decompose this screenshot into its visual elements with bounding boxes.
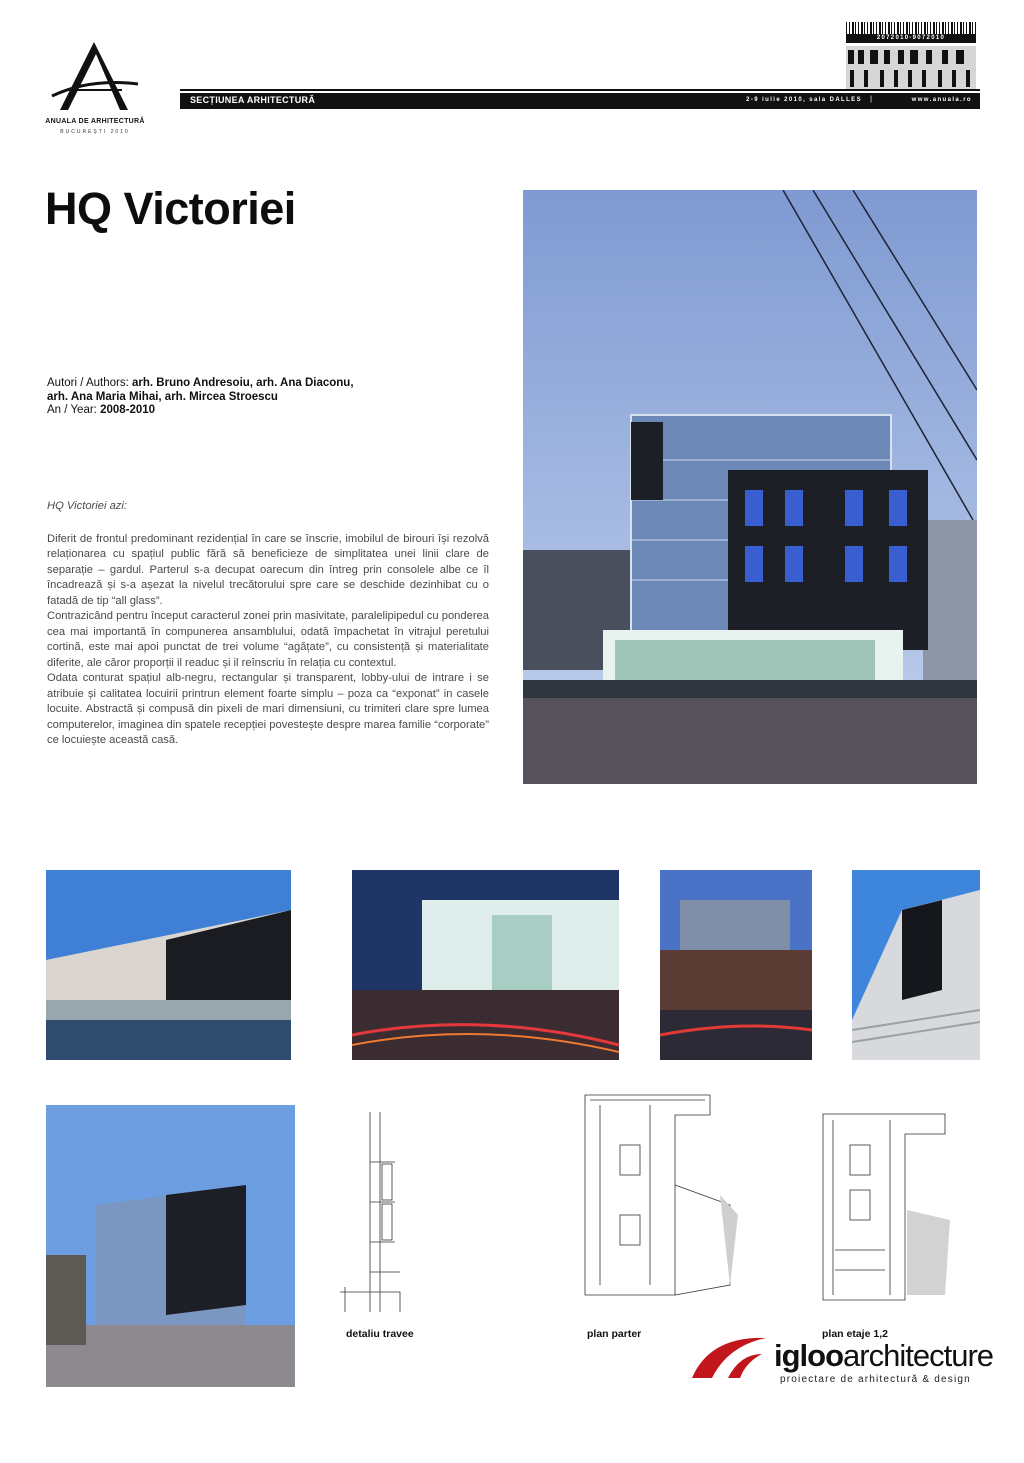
project-title: HQ Victoriei bbox=[45, 183, 296, 234]
project-year: 2008-2010 bbox=[100, 404, 156, 416]
igloo-tagline: proiectare de arhitectură & design bbox=[780, 1374, 971, 1385]
barcode-digits: 2072010-9072010 bbox=[846, 34, 976, 43]
igloo-wordmark bbox=[774, 1338, 993, 1374]
upper-floors-plan bbox=[815, 1110, 955, 1310]
description-paragraph: Contrazicând pentru început caracterul zonei prin masivitate, paralelipipedul cu ponderea cea mai importantă în compunerea ansamblului, odată împachetat în vitrajul peretului cortină, este mai apoi punctat de trei volume “agățate”, cu consistență și materialitate diferite, ale căror proporții il readuc și il reînscriu în relația cu contextul. bbox=[47, 610, 489, 669]
year-label: An / Year: bbox=[47, 404, 101, 416]
anuala-a-icon bbox=[50, 40, 140, 116]
corner-volume-photo bbox=[852, 870, 980, 1060]
igloo-wordmark-bold: igloo bbox=[774, 1338, 844, 1373]
caption-floor-plan: plan etaje 1,2 bbox=[822, 1328, 888, 1340]
header-bar bbox=[180, 93, 980, 109]
header-separator: | bbox=[870, 96, 872, 103]
anuala-logo bbox=[40, 40, 150, 150]
barcode-bars bbox=[846, 46, 976, 89]
igloo-dome-icon bbox=[688, 1332, 772, 1382]
header-rule bbox=[180, 89, 980, 91]
project-credits bbox=[47, 377, 354, 418]
logo-city: BUCUREȘTI 2010 bbox=[60, 129, 130, 135]
authors-label: Autori / Authors: bbox=[47, 377, 133, 389]
event-label: 2-9 iulie 2010, sala DALLES bbox=[746, 97, 862, 103]
igloo-architecture-logo bbox=[688, 1330, 994, 1400]
authors-line-1: arh. Bruno Andresoiu, arh. Ana Diaconu, bbox=[132, 377, 354, 389]
description-heading: HQ Victoriei azi: bbox=[47, 500, 127, 512]
section-label: SECȚIUNEA ARHITECTURĂ bbox=[190, 95, 316, 105]
caption-ground-plan: plan parter bbox=[587, 1328, 642, 1340]
caption-detail: detaliu travee bbox=[346, 1328, 414, 1340]
street-context-photo bbox=[660, 870, 812, 1060]
description-paragraph: Diferit de frontul predominant rezidențial în care se înscrie, imobilul de birouri își rezolvă relaționarea cu spațiul public fără să beneficieze de simplitatea unei linii clare de separație – gardul. Parterul s-a decupat oarecum din întreg prin consolele albe ce îl încadrează și s-a așezat la nivelul trecătorului spre care se deschide dezinhibat cu o fatadă de tip “all glass”. bbox=[47, 532, 489, 607]
igloo-wordmark-rest: architecture bbox=[843, 1338, 994, 1373]
section-detail-drawing bbox=[340, 1112, 410, 1312]
logo-name: ANUALA DE ARHITECTURĂ bbox=[45, 118, 145, 125]
ground-floor-plan bbox=[580, 1085, 740, 1315]
street-view-photo bbox=[46, 1105, 295, 1387]
facade-detail-photo bbox=[46, 870, 291, 1060]
lobby-night-photo bbox=[352, 870, 619, 1060]
barcode-stripes bbox=[846, 22, 976, 34]
main-building-photo bbox=[523, 190, 977, 784]
barcode-graphic bbox=[846, 22, 976, 89]
authors-line-2: arh. Ana Maria Mihai, arh. Mircea Stroescu bbox=[47, 390, 278, 403]
description-paragraph: Odata conturat spațiul alb-negru, rectangular și transparent, lobby-ului de intrare i se atribuie și calitatea locuirii printrun element foarte simplu – poza ca “exponat” in casele locuite. Abstractă și compusă din pixeli de mari dimensiuni, cu trimiteri clare spre lumea computerelor, imaginea din spatele recepției povestește despre marea familie “corporate” ce locuiește această casă. bbox=[47, 672, 489, 746]
site-link[interactable]: www.anuala.ro bbox=[911, 97, 972, 103]
project-description bbox=[47, 499, 489, 749]
